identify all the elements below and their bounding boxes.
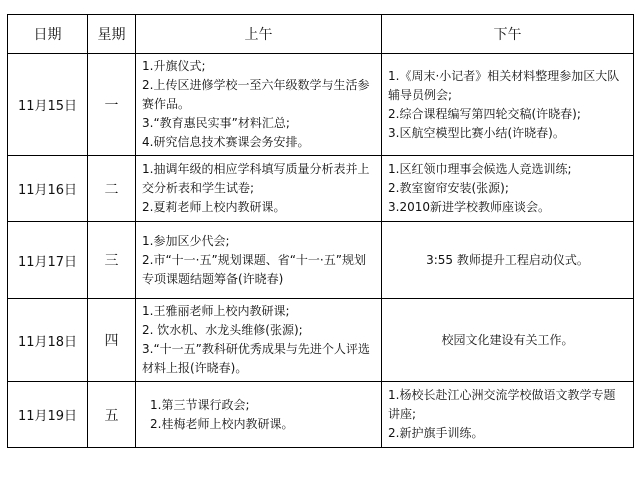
pm-item: 1.《周末·小记者》相关材料整理参加区大队辅导员例会; <box>388 68 620 102</box>
header-row <box>8 15 634 54</box>
weekday-cell: 五 <box>88 382 136 448</box>
table-row <box>8 299 634 382</box>
header-am: 上午 <box>136 15 382 54</box>
pm-item: 校园文化建设有关工作。 <box>441 332 574 347</box>
weekly-schedule-table <box>7 14 634 448</box>
pm-item: 2.教室窗帘安装(张源); <box>388 181 509 195</box>
weekday-cell: 四 <box>88 299 136 382</box>
am-cell <box>136 54 382 156</box>
am-cell <box>136 382 382 448</box>
am-item: 1.升旗仪式; <box>142 59 206 73</box>
weekday-cell: 三 <box>88 222 136 299</box>
table-row <box>8 54 634 156</box>
am-item: 2.上传区进修学校一至六年级数学与生活参赛作品。 <box>142 78 370 111</box>
am-item: 1.王雅丽老师上校内教研课; <box>142 304 290 318</box>
table-row <box>8 382 634 448</box>
am-item: 4.研究信息技术赛课会务安排。 <box>142 135 310 149</box>
date-cell: 11月16日 <box>8 156 88 222</box>
pm-item: 1.区红领巾理事会候选人竞选训练; <box>388 162 572 176</box>
am-item: 2.夏莉老师上校内教研课。 <box>142 200 286 214</box>
pm-cell <box>382 156 634 222</box>
date-cell: 11月17日 <box>8 222 88 299</box>
am-item: 2.市“十一·五”规划课题、省“十一·五”规划专项课题结题筹备(许晓春) <box>142 252 366 286</box>
pm-cell <box>382 222 634 299</box>
am-item: 1.第三节课行政会; <box>150 397 250 412</box>
pm-cell <box>382 54 634 156</box>
am-item: 3.“教育惠民实事”材料汇总; <box>142 116 290 130</box>
pm-item: 1.杨校长赴江心洲交流学校做语文教学专题讲座; <box>388 388 616 421</box>
am-item: 1.抽调年级的相应学科填写质量分析表并上交分析表和学生试卷; <box>142 162 370 195</box>
header-date: 日期 <box>8 15 88 54</box>
pm-item: 3:55 教师提升工程启动仪式。 <box>426 252 589 267</box>
pm-cell <box>382 299 634 382</box>
am-item: 2.桂梅老师上校内教研课。 <box>150 416 294 431</box>
pm-cell <box>382 382 634 448</box>
weekday-cell: 二 <box>88 156 136 222</box>
pm-item: 3.区航空模型比赛小结(许晓春)。 <box>388 125 565 140</box>
am-item: 3.“十一五”教科研优秀成果与先进个人评选材料上报(许晓春)。 <box>142 342 370 375</box>
am-cell <box>136 156 382 222</box>
header-pm: 下午 <box>382 15 634 54</box>
header-weekday: 星期 <box>88 15 136 54</box>
pm-item: 3.2010新进学校教师座谈会。 <box>388 200 550 214</box>
am-item: 1.参加区少代会; <box>142 233 230 248</box>
am-item: 2. 饮水机、水龙头维修(张源); <box>142 323 303 337</box>
date-cell: 11月15日 <box>8 54 88 156</box>
date-cell: 11月19日 <box>8 382 88 448</box>
table-row <box>8 156 634 222</box>
pm-item: 2.综合课程编写第四轮交稿(许晓春); <box>388 106 581 121</box>
table-row <box>8 222 634 299</box>
am-cell <box>136 222 382 299</box>
am-cell <box>136 299 382 382</box>
weekday-cell: 一 <box>88 54 136 156</box>
pm-item: 2.新护旗手训练。 <box>388 426 484 440</box>
date-cell: 11月18日 <box>8 299 88 382</box>
